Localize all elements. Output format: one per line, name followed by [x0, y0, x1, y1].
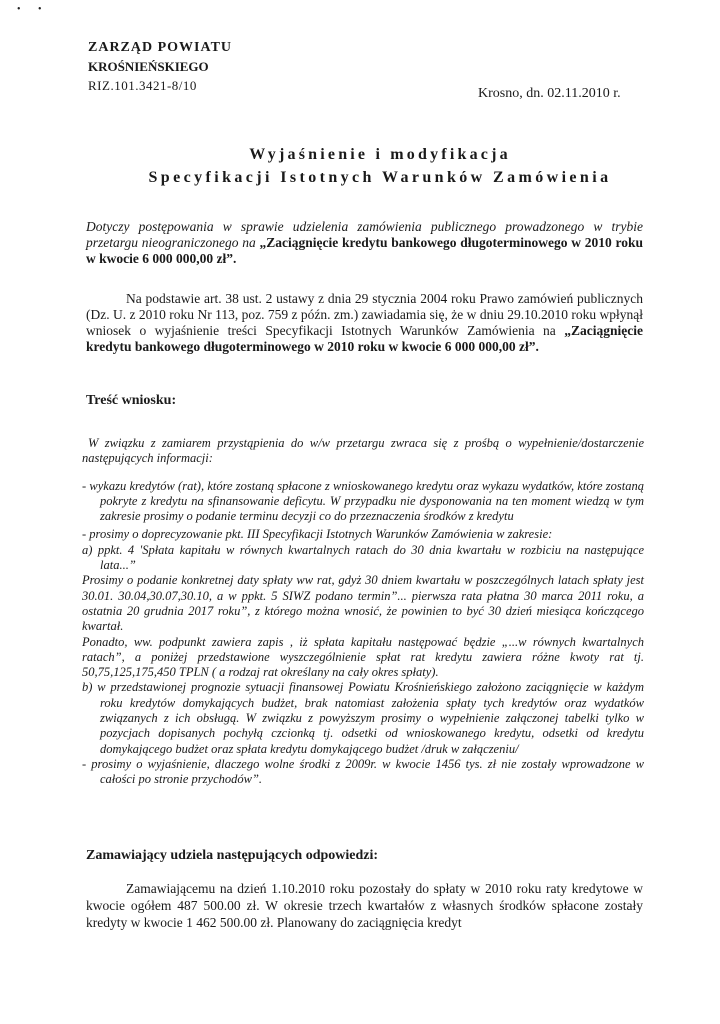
request-intro: W związku z zamiarem przystąpienia do w/w przetargu zwraca się z prośbą o wypełnienie/dostarczenie następujących informacji:: [82, 436, 644, 466]
request-heading: Treść wniosku:: [86, 393, 177, 408]
document-title-line2: Specyfikacji Istotnych Warunków Zamówienia: [148, 169, 612, 186]
request-item-amounts: Ponadto, ww. podpunkt zawiera zapis , iż spłata kapitału następować będzie „...w równych kwartalnych ratach”, a poniżej przedstawione wyszczególnienie spłat rat kredytu zawiera różne kwoty rat tj. 50,75,125,175,450 TPLN ( a rodzaj rat określany na cały okres spłaty).: [82, 634, 644, 680]
answer-text: Zamawiającemu na dzień 1.10.2010 roku pozostały do spłaty w 2010 roku raty kredytowe w kwocie ogółem 487 500.00 zł. W okresie trzech kwartałów z własnych środków spłacone zostały kredyty w kwocie 1 462 500.00 zł. Planowany do zaciągnięcia kredyt: [86, 881, 643, 930]
basis-text: Na podstawie art. 38 ust. 2 ustawy z dnia 29 stycznia 2004 roku Prawo zamówień publicznych (Dz. U. z 2010 roku Nr 113, poz. 759 z późn. zm.) zawiadamia się, że w dniu 29.10.2010 roku wpłynął wniosek o wyjaśnienie treści Specyfikacji Istotnych Warunków Zamówienia na: [86, 291, 643, 338]
request-item-clarify: - prosimy o doprecyzowanie pkt. III Specyfikacji Istotnych Warunków Zamówienia w zakresie:: [82, 527, 553, 542]
request-content: [82, 436, 644, 788]
request-item-a: a) ppkt. 4 'Spłata kapitału w równych kwartalnych ratach do 30 dnia kwartału w rozbiciu na następujące lata...”: [82, 542, 644, 573]
issuer-name-line2: KROŚNIEŃSKIEGO: [88, 59, 209, 74]
subject-title: „Zaciągnięcie kredytu bankowego długoterminowego w 2010 roku w kwocie 6 000 000,00 zł”.: [86, 235, 643, 266]
request-item-b: b) w przedstawionej prognozie sytuacji finansowej Powiatu Krośnieńskiego założono zaciągnięcie w każdym roku kredytów domykających budżet, brak natomiast założenia spłaty tych kredytów oraz wydatków związanych z ich obsługą. W związku z powyższym prosimy o wypełnienie załączonej tabelki tylko w pozycjach dopisanych pochyłą czcionką tj. odsetki od wnioskowanego kredytu, odsetki od kredytu domykającego budżet oraz spłata kredytu domykającego budżet /druk w załączeniu/: [82, 680, 644, 756]
basis-paragraph: [86, 291, 643, 355]
reference-number: RIZ.101.3421-8/10: [88, 78, 197, 93]
corner-mark-left: •: [17, 4, 21, 15]
request-item-credits: - wykazu kredytów (rat), które zostaną spłacone z wnioskowanego kredytu oraz wykazu wydatków, które zostaną pokryte z kredytu na sfinansowanie deficytu. W przypadku nie dysponowania na ten moment wiedzą w tym zakresie prosimy o podanie terminu decyzji co do przeznaczenia środków z kredytu: [82, 478, 644, 524]
subject-paragraph: [86, 219, 643, 267]
place-and-date: Krosno, dn. 02.11.2010 r.: [478, 86, 621, 101]
request-item-free-funds: - prosimy o wyjaśnienie, dlaczego wolne środki z 2009r. w kwocie 1456 tys. zł nie zostały wprowadzone w całości po stronie przychodów”.: [82, 756, 644, 787]
request-item-dates: Prosimy o podanie konkretnej daty spłaty ww rat, gdyż 30 dniem kwartału w poszczególnych latach spłaty jest 30.01. 30.04,30.07,30.10, a w ppkt. 5 SIWZ podano termin”... pierwsza rata płatna 30 marca 2011 roku, a ostatnia 20 grudnia 2017 roku”, z którego można wnosić, że powinien to być 30 dzień miesiąca kończącego kwartał.: [82, 573, 644, 634]
issuer-name-line1: ZARZĄD POWIATU: [88, 40, 233, 55]
answer-heading: Zamawiający udziela następujących odpowiedzi:: [86, 848, 379, 863]
basis-title: „Zaciągnięcie kredytu bankowego długoterminowego w 2010 roku w kwocie 6 000 000,00 zł”.: [86, 323, 643, 354]
document-title-line1: Wyjaśnienie i modyfikacja: [249, 146, 511, 163]
issuer-block: [88, 38, 232, 95]
answer-paragraph: [86, 880, 643, 931]
corner-mark-right: •: [38, 4, 42, 15]
subject-intro: Dotyczy postępowania w sprawie udzielenia zamówienia publicznego prowadzonego w trybie przetargu nieograniczonego na: [86, 219, 643, 250]
